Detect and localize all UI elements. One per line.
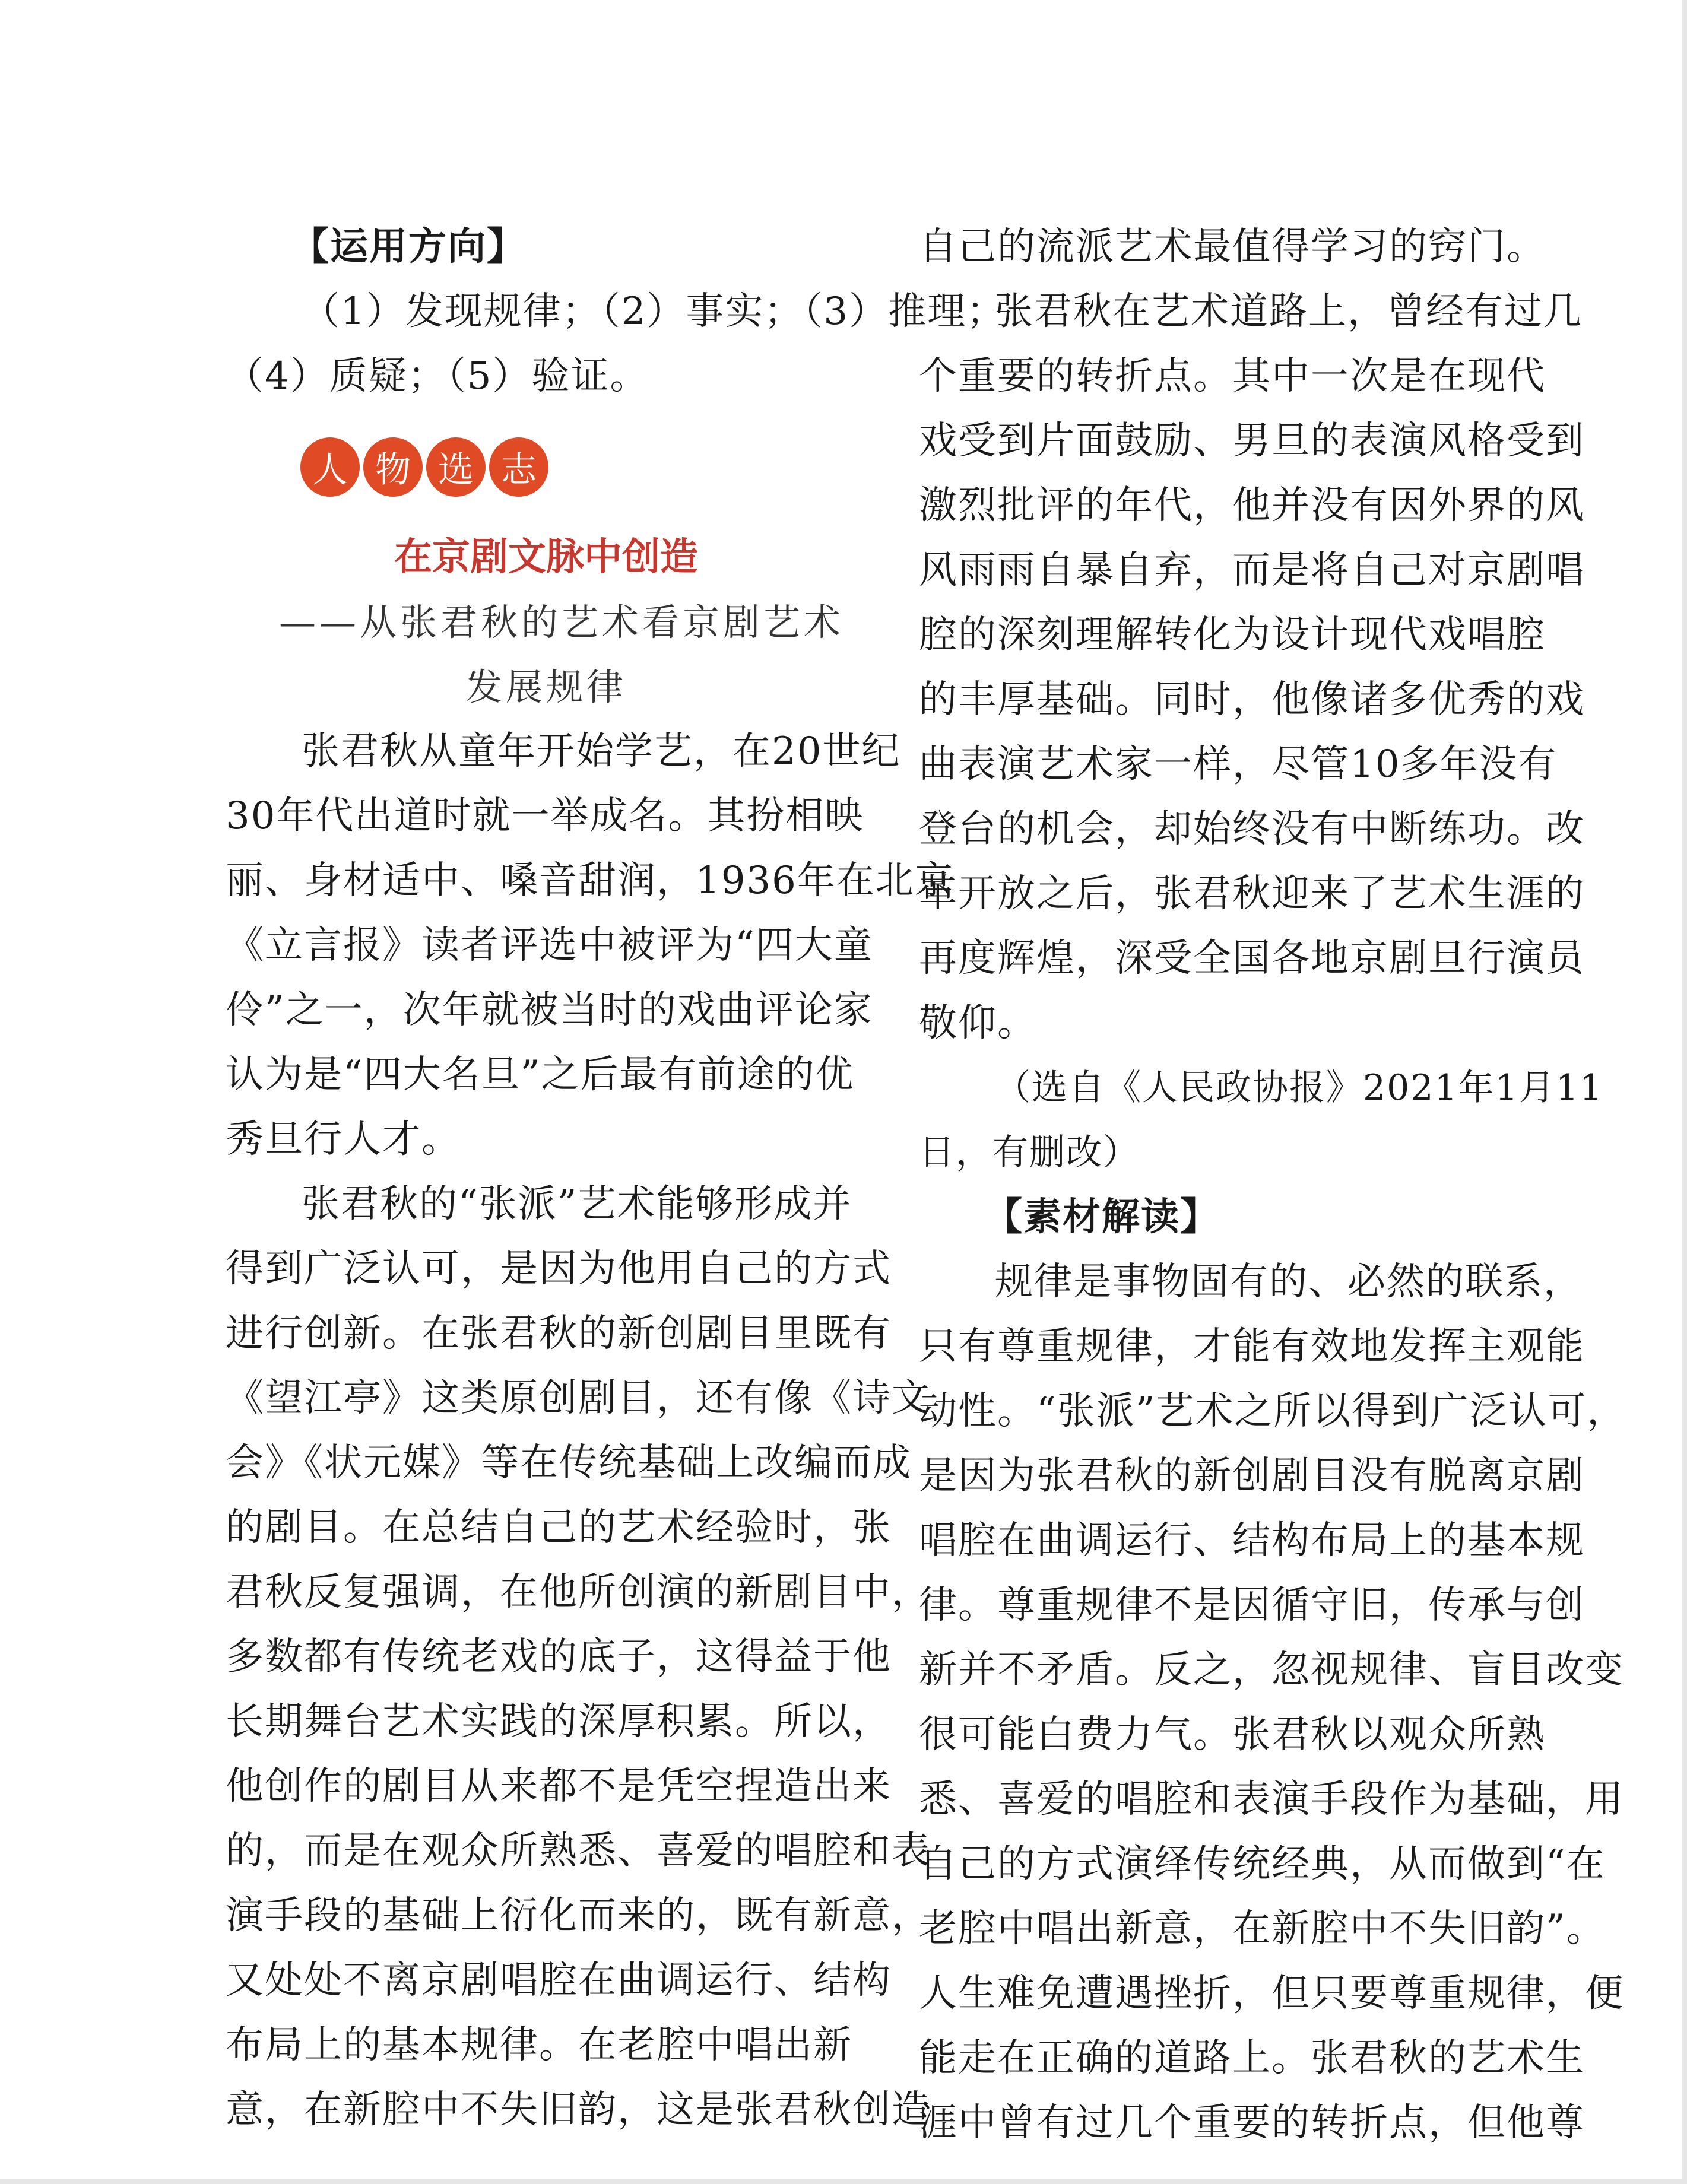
- text-line: 腔的深刻理解转化为设计现代戏唱腔: [919, 613, 1546, 657]
- text-line: 《望江亭》这类原创剧目，还有像《诗文: [226, 1376, 931, 1420]
- text-line: 进行创新。在张君秋的新创剧目里既有: [226, 1312, 892, 1356]
- text-line: 会》《状元媒》等在传统基础上改编而成: [226, 1441, 912, 1485]
- source-citation: （选自《人民政协报》2021年1月11: [995, 1067, 1604, 1109]
- text-line: 多数都有传统老戏的底子，这得益于他: [226, 1635, 892, 1679]
- article-title: 在京剧文脉中创造: [394, 535, 698, 579]
- text-line: 曲表演艺术家一样，尽管10多年没有: [919, 742, 1558, 786]
- text-line: 30年代出道时就一举成名。其扮相映: [226, 794, 864, 838]
- page-edge-bottom: [0, 2179, 1687, 2184]
- text-line: 唱腔在曲调运行、结构布局上的基本规: [919, 1519, 1585, 1563]
- text-line: 《立言报》读者评选中被评为“四大童: [226, 923, 873, 967]
- text-line: 演手段的基础上衍化而来的，既有新意，: [226, 1894, 931, 1938]
- text-line: 君秋反复强调，在他所创演的新剧目中，: [226, 1570, 931, 1614]
- text-line: 布局上的基本规律。在老腔中唱出新: [226, 2023, 852, 2067]
- text-line: 人生难免遭遇挫折，但只要尊重规律，便: [919, 1972, 1624, 2015]
- text-line: 自己的方式演绎传统经典，从而做到“在: [919, 1842, 1606, 1886]
- usage-line: （1）发现规律；（2）事实；（3）推理；: [302, 290, 1006, 334]
- text-line: 能走在正确的道路上。张君秋的艺术生: [919, 2036, 1585, 2080]
- text-line: 激烈批评的年代，他并没有因外界的风: [919, 484, 1585, 528]
- paragraph-2: [226, 1172, 931, 2142]
- badge-char: 物: [363, 437, 423, 497]
- section-heading-usage: 【运用方向】: [291, 225, 526, 269]
- text-line: 张君秋的“张派”艺术能够形成并: [302, 1182, 852, 1226]
- text-line: 秀旦行人才。: [226, 1118, 461, 1161]
- text-line: 意，在新腔中不失旧韵，这是张君秋创造: [226, 2088, 931, 2132]
- text-line: 伶”之一，次年就被当时的戏曲评论家: [226, 988, 873, 1032]
- text-line: 新并不矛盾。反之，忽视规律、盲目改变: [919, 1648, 1624, 1692]
- column-badge: [226, 409, 867, 525]
- text-line: 悉、喜爱的唱腔和表演手段作为基础，用: [919, 1777, 1624, 1821]
- text-line: 的剧目。在总结自己的艺术经验时，张: [226, 1506, 892, 1550]
- badge-char: 人: [300, 437, 360, 497]
- paragraph-1: [226, 719, 954, 1172]
- text-line: 又处处不离京剧唱腔在曲调运行、结构: [226, 1958, 892, 2002]
- paragraph-3: [919, 280, 1585, 1056]
- text-line: 的，而是在观众所熟悉、喜爱的唱腔和表: [226, 1829, 931, 1873]
- text-line: 风雨雨自暴自弃，而是将自己对京剧唱: [919, 548, 1585, 592]
- text-line: 动性。“张派”艺术之所以得到广泛认可，: [919, 1389, 1626, 1433]
- text-line: 规律是事物固有的、必然的联系，: [995, 1260, 1583, 1304]
- text-line: 张君秋从童年开始学艺，在20世纪: [302, 729, 901, 773]
- text-line: 敬仰。: [919, 1001, 1036, 1045]
- usage-line: （4）质疑；（5）验证。: [226, 354, 649, 398]
- text-line: 戏受到片面鼓励、男旦的表演风格受到: [919, 419, 1585, 463]
- text-line: 只有尊重规律，才能有效地发挥主观能: [919, 1325, 1585, 1369]
- article-subtitle: ——从张君秋的艺术看京剧艺术: [279, 601, 845, 644]
- text-line: 认为是“四大名旦”之后最有前途的优: [226, 1053, 855, 1097]
- text-line: 丽、身材适中、嗓音甜润，1936年在北京: [226, 859, 954, 903]
- right-column: [919, 215, 1626, 2156]
- page-edge-right: [1682, 0, 1687, 2184]
- text-line: 自己的流派艺术最值得学习的窍门。: [919, 225, 1546, 269]
- text-line: 长期舞台艺术实践的深厚积累。所以，: [226, 1700, 892, 1744]
- text-line: 律。尊重规律不是因循守旧，传承与创: [919, 1583, 1585, 1627]
- text-line: 涯中曾有过几个重要的转折点，但他尊: [919, 2101, 1585, 2145]
- badge-char: 志: [489, 437, 548, 497]
- text-line: 他创作的剧目从来都不是凭空捏造出来: [226, 1764, 892, 1808]
- paragraph-4: [919, 1250, 1626, 2156]
- text-line: 老腔中唱出新意，在新腔中不失旧韵”。: [919, 1907, 1606, 1951]
- section-heading-interpretation: 【素材解读】: [984, 1195, 1219, 1239]
- source-citation: 日，有删改）: [919, 1132, 1140, 1173]
- badge-char: 选: [426, 437, 486, 497]
- text-line: 个重要的转折点。其中一次是在现代: [919, 354, 1546, 398]
- text-line: 是因为张君秋的新创剧目没有脱离京剧: [919, 1454, 1585, 1498]
- text-line: 很可能白费力气。张君秋以观众所熟: [919, 1713, 1546, 1757]
- text-line: 登台的机会，却始终没有中断练功。改: [919, 807, 1585, 851]
- text-line: 革开放之后，张君秋迎来了艺术生涯的: [919, 872, 1585, 916]
- text-line: 的丰厚基础。同时，他像诸多优秀的戏: [919, 678, 1585, 722]
- text-line: 再度辉煌，深受全国各地京剧旦行演员: [919, 937, 1585, 980]
- text-line: 张君秋在艺术道路上，曾经有过几: [995, 290, 1583, 334]
- article-subtitle: 发展规律: [465, 665, 627, 709]
- text-line: 得到广泛认可，是因为他用自己的方式: [226, 1247, 892, 1291]
